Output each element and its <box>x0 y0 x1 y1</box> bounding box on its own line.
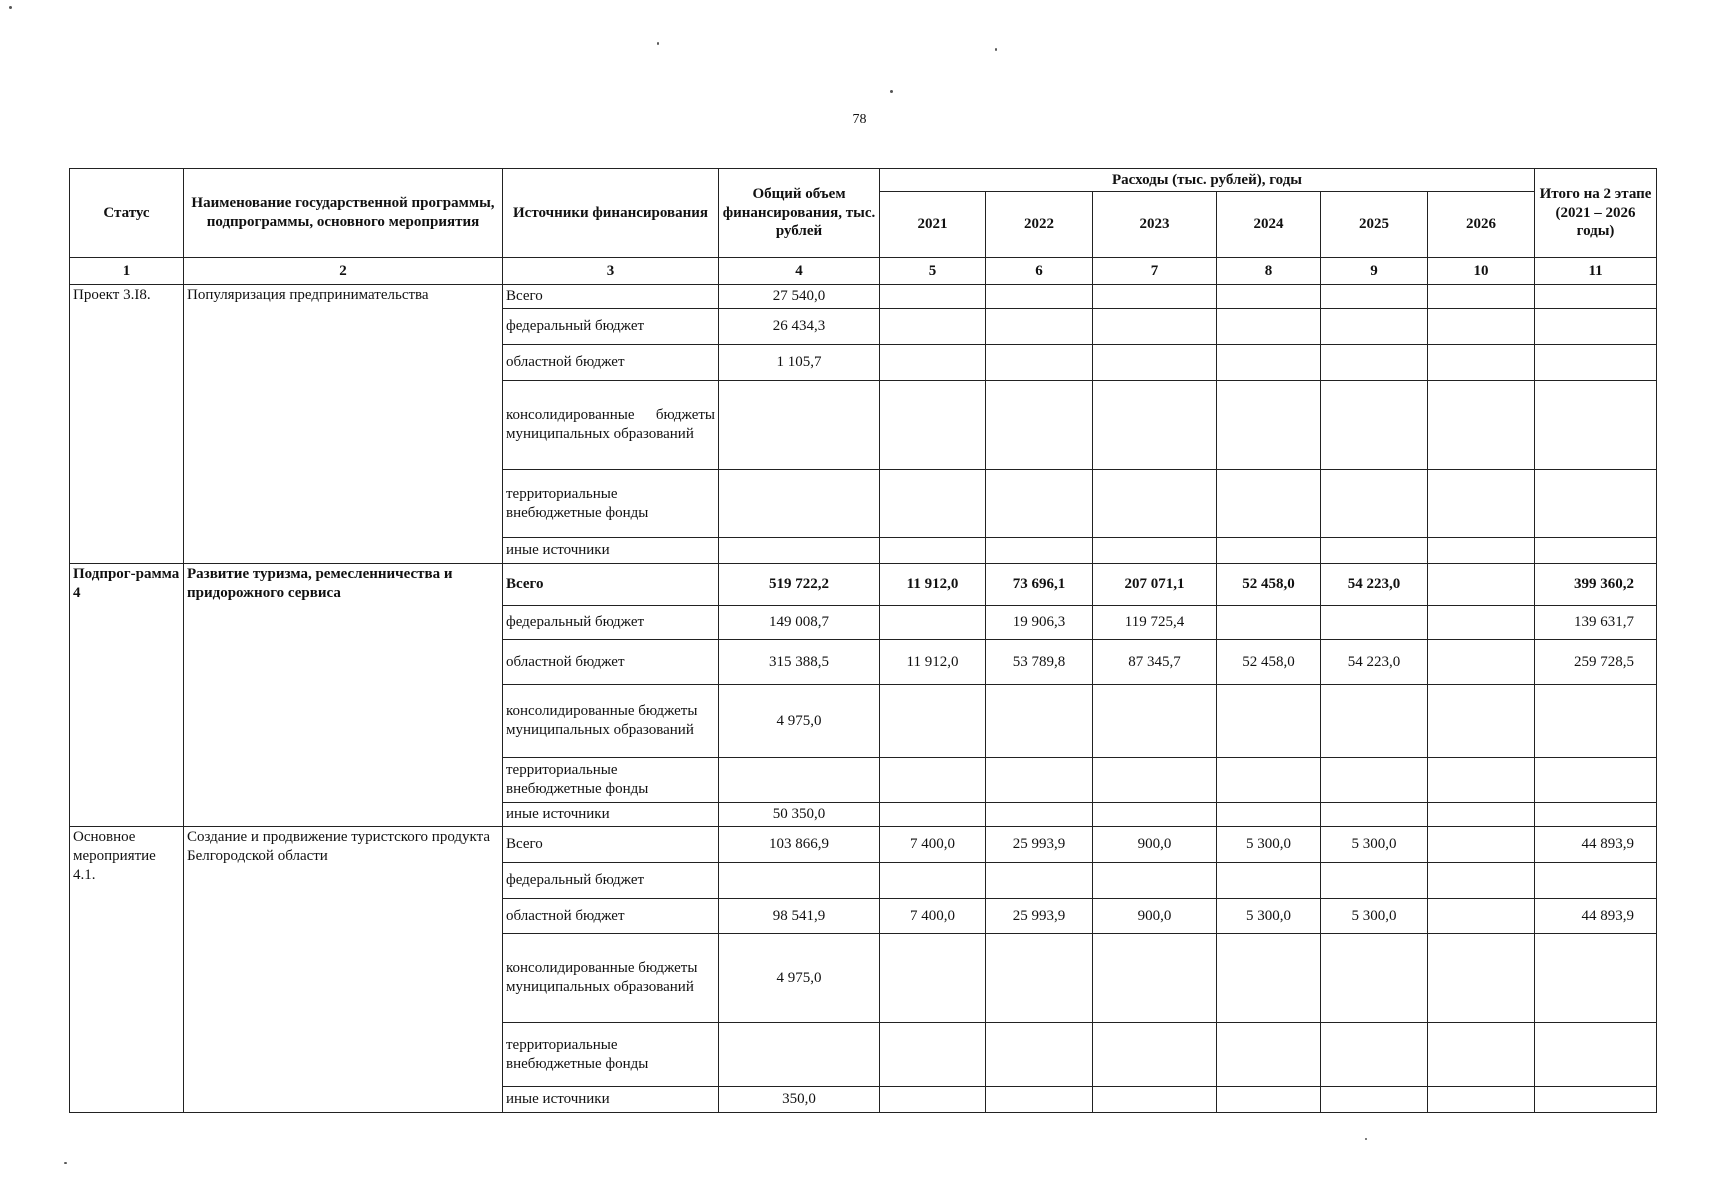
value-2022 <box>986 381 1093 470</box>
value-2025 <box>1321 758 1428 803</box>
value-2021: 11 912,0 <box>880 640 986 685</box>
itogo-value: 139 631,7 <box>1535 606 1657 640</box>
value-2024: 5 300,0 <box>1217 899 1321 934</box>
source-label: территориальные внебюджетные фонды <box>503 758 719 803</box>
header-year-2026: 2026 <box>1428 192 1535 258</box>
header-name: Наименование государственной программы, подпрограммы, основного мероприятия <box>184 169 503 258</box>
value-2021 <box>880 1023 986 1087</box>
table-row <box>70 285 1657 309</box>
column-number: 5 <box>880 258 986 285</box>
total-value: 315 388,5 <box>719 640 880 685</box>
value-2023: 87 345,7 <box>1093 640 1217 685</box>
value-2023: 207 071,1 <box>1093 564 1217 606</box>
header-expenses: Расходы (тыс. рублей), годы <box>880 169 1535 192</box>
total-value <box>719 470 880 538</box>
value-2025 <box>1321 309 1428 345</box>
itogo-value <box>1535 685 1657 758</box>
value-2023 <box>1093 345 1217 381</box>
value-2025 <box>1321 934 1428 1023</box>
value-2026 <box>1428 899 1535 934</box>
value-2022 <box>986 863 1093 899</box>
value-2026 <box>1428 827 1535 863</box>
value-2022: 53 789,8 <box>986 640 1093 685</box>
scan-speck <box>995 48 997 51</box>
row-status: Основное мероприятие 4.1. <box>70 827 184 1113</box>
value-2021 <box>880 1087 986 1113</box>
itogo-value <box>1535 285 1657 309</box>
value-2024 <box>1217 1087 1321 1113</box>
column-number: 6 <box>986 258 1093 285</box>
value-2026 <box>1428 1023 1535 1087</box>
table-row <box>70 827 1657 863</box>
value-2022 <box>986 538 1093 564</box>
source-label: областной бюджет <box>503 899 719 934</box>
value-2021 <box>880 345 986 381</box>
value-2022 <box>986 1087 1093 1113</box>
column-number: 4 <box>719 258 880 285</box>
value-2023 <box>1093 803 1217 827</box>
value-2025 <box>1321 1023 1428 1087</box>
itogo-value <box>1535 863 1657 899</box>
row-name: Популяризация предпринимательства <box>184 285 503 564</box>
value-2023: 119 725,4 <box>1093 606 1217 640</box>
total-value: 149 008,7 <box>719 606 880 640</box>
itogo-value <box>1535 758 1657 803</box>
total-value: 98 541,9 <box>719 899 880 934</box>
value-2024 <box>1217 758 1321 803</box>
scan-speck <box>890 90 893 93</box>
itogo-value <box>1535 345 1657 381</box>
header-year-2025: 2025 <box>1321 192 1428 258</box>
value-2023 <box>1093 863 1217 899</box>
value-2021 <box>880 309 986 345</box>
source-label: иные источники <box>503 538 719 564</box>
value-2025 <box>1321 803 1428 827</box>
source-label: федеральный бюджет <box>503 309 719 345</box>
column-number: 11 <box>1535 258 1657 285</box>
value-2024 <box>1217 685 1321 758</box>
value-2021 <box>880 470 986 538</box>
column-number: 10 <box>1428 258 1535 285</box>
value-2026 <box>1428 345 1535 381</box>
value-2023 <box>1093 381 1217 470</box>
value-2022 <box>986 345 1093 381</box>
value-2024 <box>1217 470 1321 538</box>
value-2025: 5 300,0 <box>1321 827 1428 863</box>
value-2025 <box>1321 381 1428 470</box>
value-2021 <box>880 863 986 899</box>
value-2026 <box>1428 285 1535 309</box>
column-number: 1 <box>70 258 184 285</box>
column-number: 3 <box>503 258 719 285</box>
column-number: 9 <box>1321 258 1428 285</box>
row-status: Проект 3.I8. <box>70 285 184 564</box>
value-2026 <box>1428 640 1535 685</box>
source-label: Всего <box>503 285 719 309</box>
value-2026 <box>1428 758 1535 803</box>
total-value: 519 722,2 <box>719 564 880 606</box>
row-status: Подпрог-рамма 4 <box>70 564 184 827</box>
itogo-value <box>1535 381 1657 470</box>
value-2024 <box>1217 606 1321 640</box>
value-2023 <box>1093 758 1217 803</box>
value-2023 <box>1093 538 1217 564</box>
value-2026 <box>1428 1087 1535 1113</box>
value-2025 <box>1321 470 1428 538</box>
value-2024 <box>1217 934 1321 1023</box>
value-2026 <box>1428 309 1535 345</box>
scan-speck <box>1365 1138 1367 1140</box>
value-2025 <box>1321 285 1428 309</box>
itogo-value: 399 360,2 <box>1535 564 1657 606</box>
total-value: 4 975,0 <box>719 685 880 758</box>
value-2025: 5 300,0 <box>1321 899 1428 934</box>
value-2026 <box>1428 470 1535 538</box>
total-value <box>719 758 880 803</box>
value-2021 <box>880 803 986 827</box>
value-2023 <box>1093 1023 1217 1087</box>
value-2025: 54 223,0 <box>1321 564 1428 606</box>
value-2022 <box>986 285 1093 309</box>
itogo-value <box>1535 1087 1657 1113</box>
total-value: 26 434,3 <box>719 309 880 345</box>
source-label: Всего <box>503 564 719 606</box>
value-2024 <box>1217 345 1321 381</box>
header-total: Общий объем финансирования, тыс. рублей <box>719 169 880 258</box>
value-2021 <box>880 606 986 640</box>
source-label: консолидированные бюджеты муниципальных образований <box>503 381 719 470</box>
header-year-2023: 2023 <box>1093 192 1217 258</box>
source-label: федеральный бюджет <box>503 606 719 640</box>
value-2023: 900,0 <box>1093 827 1217 863</box>
row-name: Развитие туризма, ремесленничества и придорожного сервиса <box>184 564 503 827</box>
value-2021: 7 400,0 <box>880 827 986 863</box>
header-year-2021: 2021 <box>880 192 986 258</box>
value-2022 <box>986 470 1093 538</box>
value-2023 <box>1093 685 1217 758</box>
header-year-2024: 2024 <box>1217 192 1321 258</box>
source-label: консолидированные бюджеты муниципальных образований <box>503 934 719 1023</box>
total-value <box>719 381 880 470</box>
column-number: 8 <box>1217 258 1321 285</box>
value-2026 <box>1428 538 1535 564</box>
value-2022: 19 906,3 <box>986 606 1093 640</box>
value-2024 <box>1217 381 1321 470</box>
itogo-value <box>1535 309 1657 345</box>
scan-speck <box>657 42 659 45</box>
value-2026 <box>1428 685 1535 758</box>
value-2025 <box>1321 345 1428 381</box>
header-row-top <box>70 169 1657 192</box>
source-label: консолидированные бюджеты муниципальных образований <box>503 685 719 758</box>
value-2026 <box>1428 803 1535 827</box>
table-row <box>70 564 1657 606</box>
source-label: территориальные внебюджетные фонды <box>503 470 719 538</box>
page-number: 78 <box>852 112 867 127</box>
itogo-value: 44 893,9 <box>1535 827 1657 863</box>
value-2022 <box>986 309 1093 345</box>
value-2024 <box>1217 1023 1321 1087</box>
value-2021: 7 400,0 <box>880 899 986 934</box>
column-number: 2 <box>184 258 503 285</box>
total-value <box>719 863 880 899</box>
total-value <box>719 1023 880 1087</box>
value-2026 <box>1428 606 1535 640</box>
itogo-value <box>1535 934 1657 1023</box>
value-2024: 52 458,0 <box>1217 640 1321 685</box>
source-label: федеральный бюджет <box>503 863 719 899</box>
value-2023: 900,0 <box>1093 899 1217 934</box>
total-value: 350,0 <box>719 1087 880 1113</box>
value-2021 <box>880 538 986 564</box>
value-2026 <box>1428 863 1535 899</box>
total-value: 50 350,0 <box>719 803 880 827</box>
source-label: территориальные внебюджетные фонды <box>503 1023 719 1087</box>
source-label: иные источники <box>503 1087 719 1113</box>
header-sources: Источники финансирования <box>503 169 719 258</box>
value-2021: 11 912,0 <box>880 564 986 606</box>
value-2024 <box>1217 803 1321 827</box>
scan-speck <box>9 6 12 9</box>
budget-table <box>69 168 1657 1113</box>
value-2025 <box>1321 863 1428 899</box>
itogo-value <box>1535 1023 1657 1087</box>
value-2025 <box>1321 606 1428 640</box>
value-2024 <box>1217 863 1321 899</box>
value-2023 <box>1093 934 1217 1023</box>
scan-speck <box>64 1162 67 1164</box>
total-value: 4 975,0 <box>719 934 880 1023</box>
value-2024 <box>1217 309 1321 345</box>
value-2021 <box>880 685 986 758</box>
value-2022: 73 696,1 <box>986 564 1093 606</box>
itogo-value <box>1535 538 1657 564</box>
value-2022: 25 993,9 <box>986 827 1093 863</box>
value-2026 <box>1428 381 1535 470</box>
value-2023 <box>1093 285 1217 309</box>
value-2021 <box>880 934 986 1023</box>
value-2022: 25 993,9 <box>986 899 1093 934</box>
value-2025 <box>1321 685 1428 758</box>
itogo-value: 44 893,9 <box>1535 899 1657 934</box>
value-2024: 5 300,0 <box>1217 827 1321 863</box>
value-2022 <box>986 1023 1093 1087</box>
value-2023 <box>1093 1087 1217 1113</box>
column-number-row <box>70 258 1657 285</box>
itogo-value <box>1535 470 1657 538</box>
value-2022 <box>986 685 1093 758</box>
value-2024: 52 458,0 <box>1217 564 1321 606</box>
source-label: Всего <box>503 827 719 863</box>
value-2026 <box>1428 934 1535 1023</box>
column-number: 7 <box>1093 258 1217 285</box>
value-2022 <box>986 934 1093 1023</box>
total-value: 103 866,9 <box>719 827 880 863</box>
value-2024 <box>1217 538 1321 564</box>
header-itogo: Итого на 2 этапе (2021 – 2026 годы) <box>1535 169 1657 258</box>
source-label: иные источники <box>503 803 719 827</box>
value-2022 <box>986 758 1093 803</box>
value-2026 <box>1428 564 1535 606</box>
source-label: областной бюджет <box>503 640 719 685</box>
total-value: 27 540,0 <box>719 285 880 309</box>
source-label: областной бюджет <box>503 345 719 381</box>
header-status: Статус <box>70 169 184 258</box>
value-2021 <box>880 381 986 470</box>
value-2022 <box>986 803 1093 827</box>
value-2021 <box>880 285 986 309</box>
header-year-2022: 2022 <box>986 192 1093 258</box>
value-2024 <box>1217 285 1321 309</box>
value-2025 <box>1321 1087 1428 1113</box>
value-2025: 54 223,0 <box>1321 640 1428 685</box>
itogo-value: 259 728,5 <box>1535 640 1657 685</box>
value-2023 <box>1093 470 1217 538</box>
total-value: 1 105,7 <box>719 345 880 381</box>
value-2023 <box>1093 309 1217 345</box>
value-2021 <box>880 758 986 803</box>
value-2025 <box>1321 538 1428 564</box>
itogo-value <box>1535 803 1657 827</box>
total-value <box>719 538 880 564</box>
row-name: Создание и продвижение туристского продукта Белгородской области <box>184 827 503 1113</box>
